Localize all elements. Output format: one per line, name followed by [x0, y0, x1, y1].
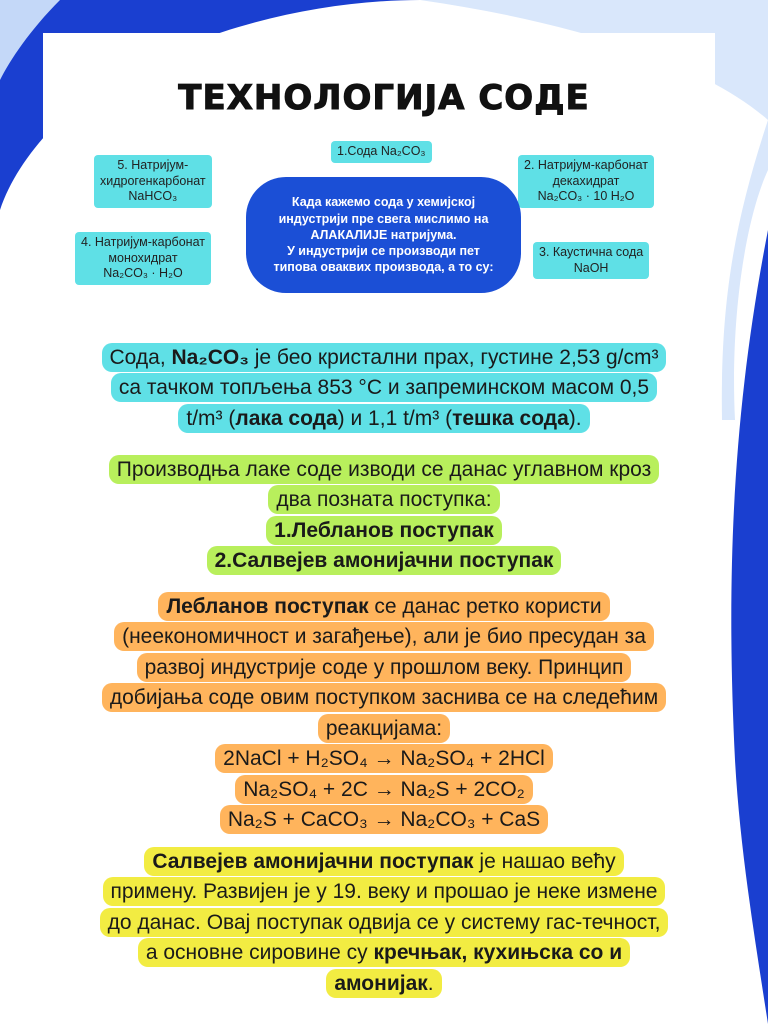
solvay-line: је нашао већу: [473, 850, 616, 873]
intro-line: типова оваквих производа, а то су:: [273, 260, 494, 275]
tag-line: хидрогенкарбонат: [100, 173, 206, 188]
tag-line: 3. Каустична сода: [539, 245, 644, 259]
tag-line: 2. Натријум-карбонат: [524, 158, 648, 172]
tag-caustic-soda: [533, 242, 649, 279]
process-item-leblanc: 1.Лебланов поступак: [274, 518, 494, 542]
reaction-3: Na₂S + CaCO₃ → Na₂CO₃ + CaS: [227, 808, 541, 832]
production-paragraph: [0, 455, 768, 577]
tag-line: NaHCO₃: [128, 189, 178, 204]
soda-text-part: t/m³ (: [186, 406, 236, 430]
soda-paragraph: [0, 343, 768, 434]
light-soda: лака сода: [235, 406, 338, 430]
leblanc-paragraph: [0, 592, 768, 836]
solvay-text: [100, 847, 669, 998]
tag-line: Na₂CO₃ · 10 H₂O: [537, 189, 635, 204]
soda-text-part: Сода,: [109, 346, 172, 369]
process-item-solvay: 2.Салвејев амонијачни поступак: [214, 549, 554, 573]
solvay-line: примену. Развијен је у 19. веку и прошао је неке измене: [110, 880, 658, 904]
solvay-line: а основне сировине су: [145, 941, 374, 965]
raw-materials-ammonia: амонијак: [334, 971, 428, 995]
intro-line: АЛАКАЛИЈЕ натријума.: [310, 227, 457, 242]
reaction-2: Na₂SO₄ + 2C → Na₂S + 2CO₂: [243, 777, 525, 801]
leblanc-title: Лебланов поступак: [166, 595, 369, 618]
leblanc-line: добијања соде овим поступком заснива се на следећим: [109, 686, 659, 710]
leblanc-line: развој индустрије соде у прошлом веку. Принцип: [144, 655, 624, 679]
intro-line: У индустрији се производи пет: [287, 244, 480, 259]
intro-bubble: [246, 177, 521, 293]
tag-line: Na₂CO₃ · H₂O: [103, 266, 183, 281]
solvay-line: до данас. Овај поступак одвија се у систему гас-течност,: [107, 910, 661, 934]
heavy-soda: тешка сода: [452, 406, 569, 430]
tag-line: 5. Натријум-: [117, 158, 189, 172]
tag-line: монохидрат: [108, 250, 178, 265]
tag-line: декахидрат: [552, 173, 620, 188]
tag-sodium-bicarbonate: [94, 155, 212, 208]
solvay-paragraph: [0, 847, 768, 999]
tag-monohydrate: [75, 232, 211, 285]
solvay-title: Салвејев амонијачни поступак: [152, 850, 474, 873]
page-title: ТЕХНОЛОГИЈА СОДЕ: [178, 78, 590, 118]
leblanc-line: реакцијама:: [325, 716, 443, 740]
production-line: Производња лаке соде изводи се данас углавном кроз: [116, 458, 652, 481]
tag-line: NaOH: [573, 260, 609, 275]
tag-decahydrate: [518, 155, 654, 208]
soda-text-part: са тачком топљења 853 °C и запреминском масом 0,5: [118, 376, 650, 400]
leblanc-text: [102, 592, 666, 834]
soda-text-part: је беo кристални прах, густине 2,53 g/cm³: [248, 346, 659, 369]
intro-line: Када кажемо сода у хемијској: [291, 195, 476, 210]
soda-text-part: ).: [568, 406, 582, 430]
leblanc-line: се данас ретко користи: [368, 595, 602, 618]
reaction-1: 2NaCl + H₂SO₄ → Na₂SO₄ + 2HCl: [223, 747, 545, 771]
production-line: два позната поступка:: [276, 488, 492, 512]
soda-text-part: ) и 1,1 t/m³ (: [337, 406, 453, 430]
raw-materials: кречњак, кухињска со и: [373, 941, 623, 965]
production-text: [109, 455, 660, 575]
solvay-line: .: [427, 971, 434, 995]
tag-line: 4. Натријум-карбонат: [81, 235, 205, 249]
soda-formula: Na₂CO₃: [171, 346, 249, 369]
intro-line: индустрији пре свега мислимо на: [278, 211, 489, 226]
tag-soda: 1.Сода Na₂CO₃: [331, 141, 432, 163]
leblanc-line: (неекономичност и загађење), али је био пресудан за: [122, 625, 646, 649]
soda-text: [102, 343, 667, 433]
